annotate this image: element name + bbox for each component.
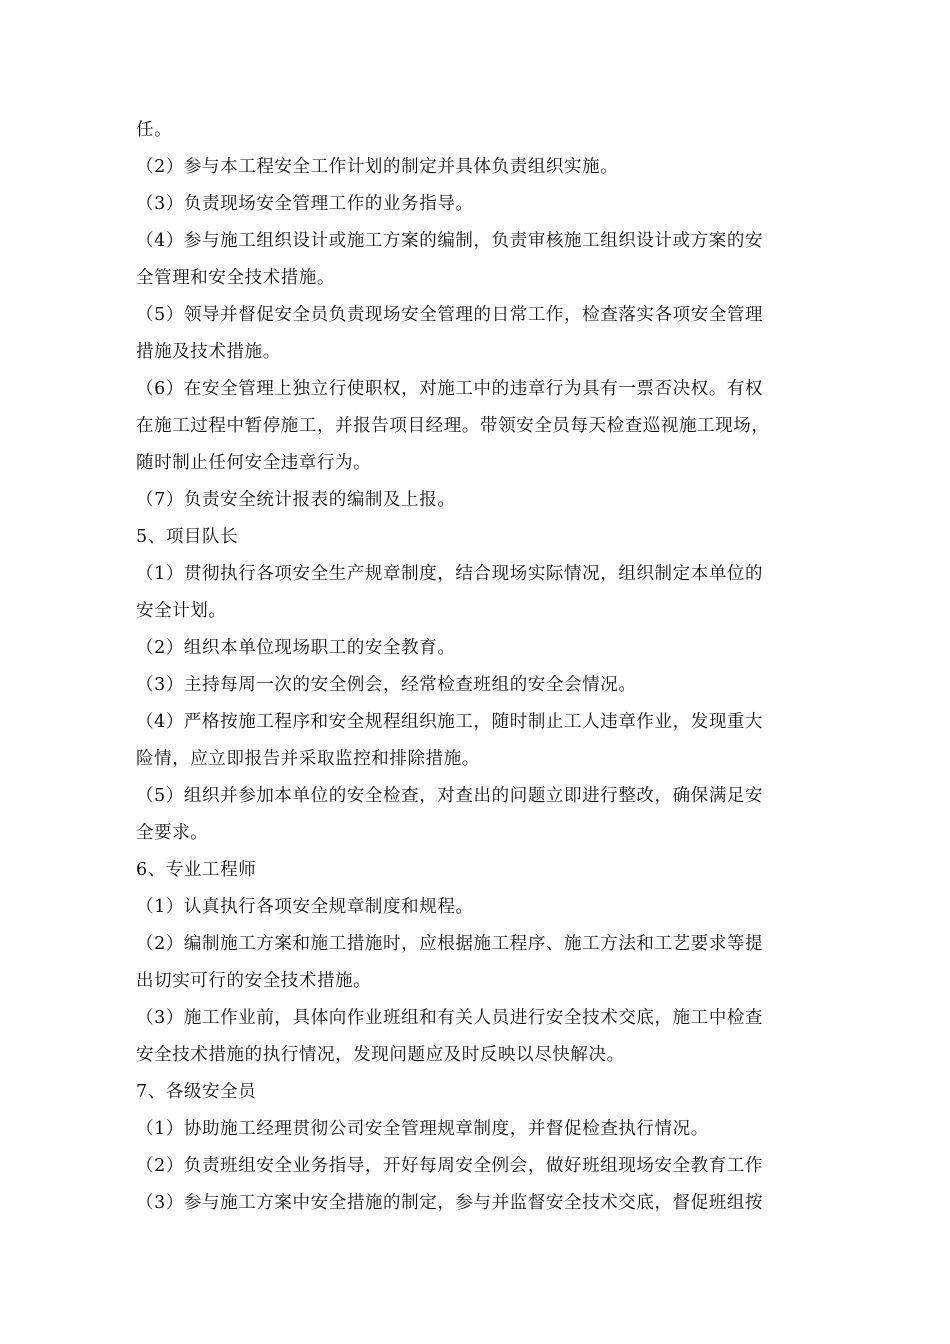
text-line: 在施工过程中暂停施工，并报告项目经理。带领安全员每天检查巡视施工现场，	[136, 416, 770, 436]
text-line: 安全技术措施的执行情况，发现问题应及时反映以尽快解决。	[136, 1045, 625, 1065]
text-line: 随时制止任何安全违章行为。	[136, 453, 372, 473]
text-line: （4）严格按施工程序和安全规程组织施工，随时制止工人违章作业，发现重大	[136, 712, 764, 732]
text-line: 任。	[136, 120, 173, 140]
text-line: （3）负责现场安全管理工作的业务指导。	[136, 194, 474, 214]
text-line: （2）组织本单位现场职工的安全教育。	[136, 638, 456, 658]
text-line: （3）参与施工方案中安全措施的制定，参与并监督安全技术交底，督促班组按	[136, 1193, 764, 1213]
document-body	[136, 112, 826, 1222]
text-line: （5）领导并督促安全员负责现场安全管理的日常工作，检查落实各项安全管理	[136, 305, 764, 325]
text-line: 措施及技术措施。	[136, 342, 281, 362]
text-line: （1）认真执行各项安全规章制度和规程。	[136, 897, 474, 917]
section-heading: 5、项目队长	[136, 527, 239, 547]
text-line: （4）参与施工组织设计或施工方案的编制，负责审核施工组织设计或方案的安	[136, 231, 764, 251]
text-line: （2）参与本工程安全工作计划的制定并具体负责组织实施。	[136, 157, 619, 177]
section-heading: 6、专业工程师	[136, 860, 257, 880]
text-line: （2）负责班组安全业务指导，开好每周安全例会，做好班组现场安全教育工作	[136, 1156, 764, 1176]
text-line: （1）贯彻执行各项安全生产规章制度，结合现场实际情况，组织制定本单位的	[136, 564, 764, 584]
text-line: （1）协助施工经理贯彻公司安全管理规章制度，并督促检查执行情况。	[136, 1119, 709, 1139]
text-line: 出切实可行的安全技术措施。	[136, 971, 372, 991]
text-line: （5）组织并参加本单位的安全检查，对查出的问题立即进行整改，确保满足安	[136, 786, 764, 806]
text-line: 险情，应立即报告并采取监控和排除措施。	[136, 749, 480, 769]
text-line: 全要求。	[136, 823, 209, 843]
text-line: （6）在安全管理上独立行使职权，对施工中的违章行为具有一票否决权。有权	[136, 379, 764, 399]
text-line: （7）负责安全统计报表的编制及上报。	[136, 490, 456, 510]
text-line: 安全计划。	[136, 601, 227, 621]
text-line: （2）编制施工方案和施工措施时，应根据施工程序、施工方法和工艺要求等提	[136, 934, 764, 954]
text-line: 全管理和安全技术措施。	[136, 268, 336, 288]
text-line: （3）施工作业前，具体向作业班组和有关人员进行安全技术交底，施工中检查	[136, 1008, 764, 1028]
section-heading: 7、各级安全员	[136, 1082, 257, 1102]
text-line: （3）主持每周一次的安全例会，经常检查班组的安全会情况。	[136, 675, 637, 695]
